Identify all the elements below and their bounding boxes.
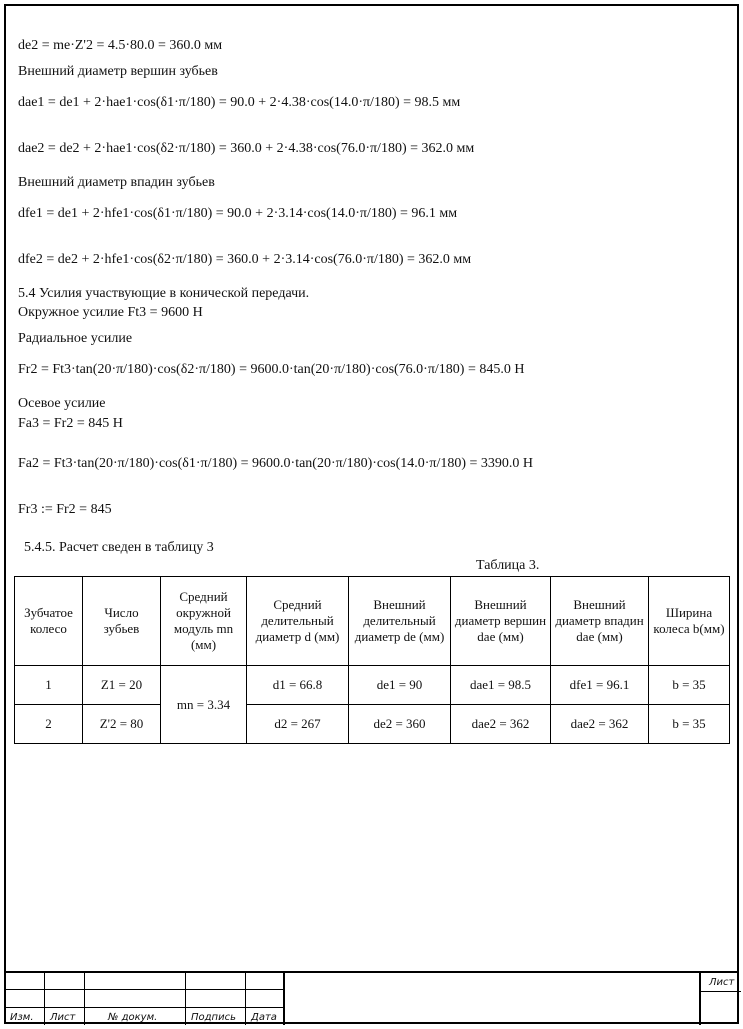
- heading-outer-tip-diameter: Внешний диаметр вершин зубьев: [18, 64, 218, 79]
- header-mean-module: Средний окружной модуль mn (мм): [161, 577, 247, 666]
- cell-tip-diameter: dae2 = 362: [451, 705, 551, 744]
- cell-mean-diameter: d1 = 66.8: [247, 666, 349, 705]
- formula-fr3: Fr3 := Fr2 = 845: [18, 502, 112, 517]
- header-outer-root-diameter: Внешний диаметр впадин dae (мм): [551, 577, 649, 666]
- table-row: [15, 705, 730, 744]
- header-teeth-count: Число зубьев: [83, 577, 161, 666]
- cell-root-diameter: dfe1 = 96.1: [551, 666, 649, 705]
- formula-dfe2: dfe2 = de2 + 2·hfe1·cos(δ2·π/180) = 360.0 + 2·3.14·cos(76.0·π/180) = 362.0 мм: [18, 252, 472, 267]
- cell-teeth: Z1 = 20: [83, 666, 161, 705]
- stamp-label-change: Изм.: [10, 1012, 34, 1023]
- table-caption: Таблица 3.: [476, 558, 540, 573]
- header-outer-tip-diameter: Внешний диаметр вершин dae (мм): [451, 577, 551, 666]
- formula-dae1: dae1 = de1 + 2·hae1·cos(δ1·π/180) = 90.0 + 2·4.38·cos(14.0·π/180) = 98.5 мм: [18, 95, 461, 110]
- header-mean-pitch-diameter: Средний делительный диаметр d (мм): [247, 577, 349, 666]
- page-frame: [4, 4, 739, 1024]
- formula-dfe1: dfe1 = de1 + 2·hfe1·cos(δ1·π/180) = 90.0 + 2·3.14·cos(14.0·π/180) = 96.1 мм: [18, 206, 458, 221]
- formula-fa3: Fa3 = Fr2 = 845 Н: [18, 416, 123, 431]
- formula-fa2: Fa2 = Ft3·tan(20·π/180)·cos(δ1·π/180) = 9600.0·tan(20·π/180)·cos(14.0·π/180) = 3390.0 Н: [18, 456, 534, 471]
- gear-parameters-table: [14, 576, 730, 744]
- table-header-row: [15, 577, 730, 666]
- heading-axial-force: Осевое усилие: [18, 396, 106, 411]
- stamp-label-sheet: Лист: [50, 1012, 76, 1023]
- cell-outer-diameter: de2 = 360: [349, 705, 451, 744]
- cell-face-width: b = 35: [649, 705, 730, 744]
- cell-root-diameter: dae2 = 362: [551, 705, 649, 744]
- formula-fr2: Fr2 = Ft3·tan(20·π/180)·cos(δ2·π/180) = 9600.0·tan(20·π/180)·cos(76.0·π/180) = 845.0 Н: [18, 362, 525, 377]
- section-5-4-title: 5.4 Усилия участвующие в конической передачи.: [18, 286, 310, 301]
- section-5-4-5-title: 5.4.5. Расчет сведен в таблицу 3: [24, 540, 214, 555]
- cell-tip-diameter: dae1 = 98.5: [451, 666, 551, 705]
- title-block: [4, 971, 739, 1025]
- formula-dae2: dae2 = de2 + 2·hae1·cos(δ2·π/180) = 360.0 + 2·4.38·cos(76.0·π/180) = 362.0 мм: [18, 141, 475, 156]
- cell-mean-diameter: d2 = 267: [247, 705, 349, 744]
- cell-outer-diameter: de1 = 90: [349, 666, 451, 705]
- header-outer-pitch-diameter: Внешний делительный диаметр de (мм): [349, 577, 451, 666]
- stamp-label-signature: Подпись: [191, 1012, 236, 1023]
- cell-gear-number: 2: [15, 705, 83, 744]
- cell-face-width: b = 35: [649, 666, 730, 705]
- tangential-force: Окружное усилие Ft3 = 9600 Н: [18, 305, 203, 320]
- stamp-title-field: [285, 971, 699, 1025]
- header-gear: Зубчатое колесо: [15, 577, 83, 666]
- cell-teeth: Z'2 = 80: [83, 705, 161, 744]
- stamp-sheet-label: Лист: [709, 977, 735, 988]
- stamp-label-document: № докум.: [108, 1012, 158, 1023]
- cell-module: mn = 3.34: [161, 666, 247, 744]
- stamp-sheet-field: [699, 971, 739, 1025]
- table-row: [15, 666, 730, 705]
- formula-de2: de2 = me·Z'2 = 4.5·80.0 = 360.0 мм: [18, 38, 223, 53]
- heading-outer-root-diameter: Внешний диаметр впадин зубьев: [18, 175, 215, 190]
- header-face-width: Ширина колеса b(мм): [649, 577, 730, 666]
- stamp-label-date: Дата: [251, 1012, 277, 1023]
- cell-gear-number: 1: [15, 666, 83, 705]
- heading-radial-force: Радиальное усилие: [18, 331, 133, 346]
